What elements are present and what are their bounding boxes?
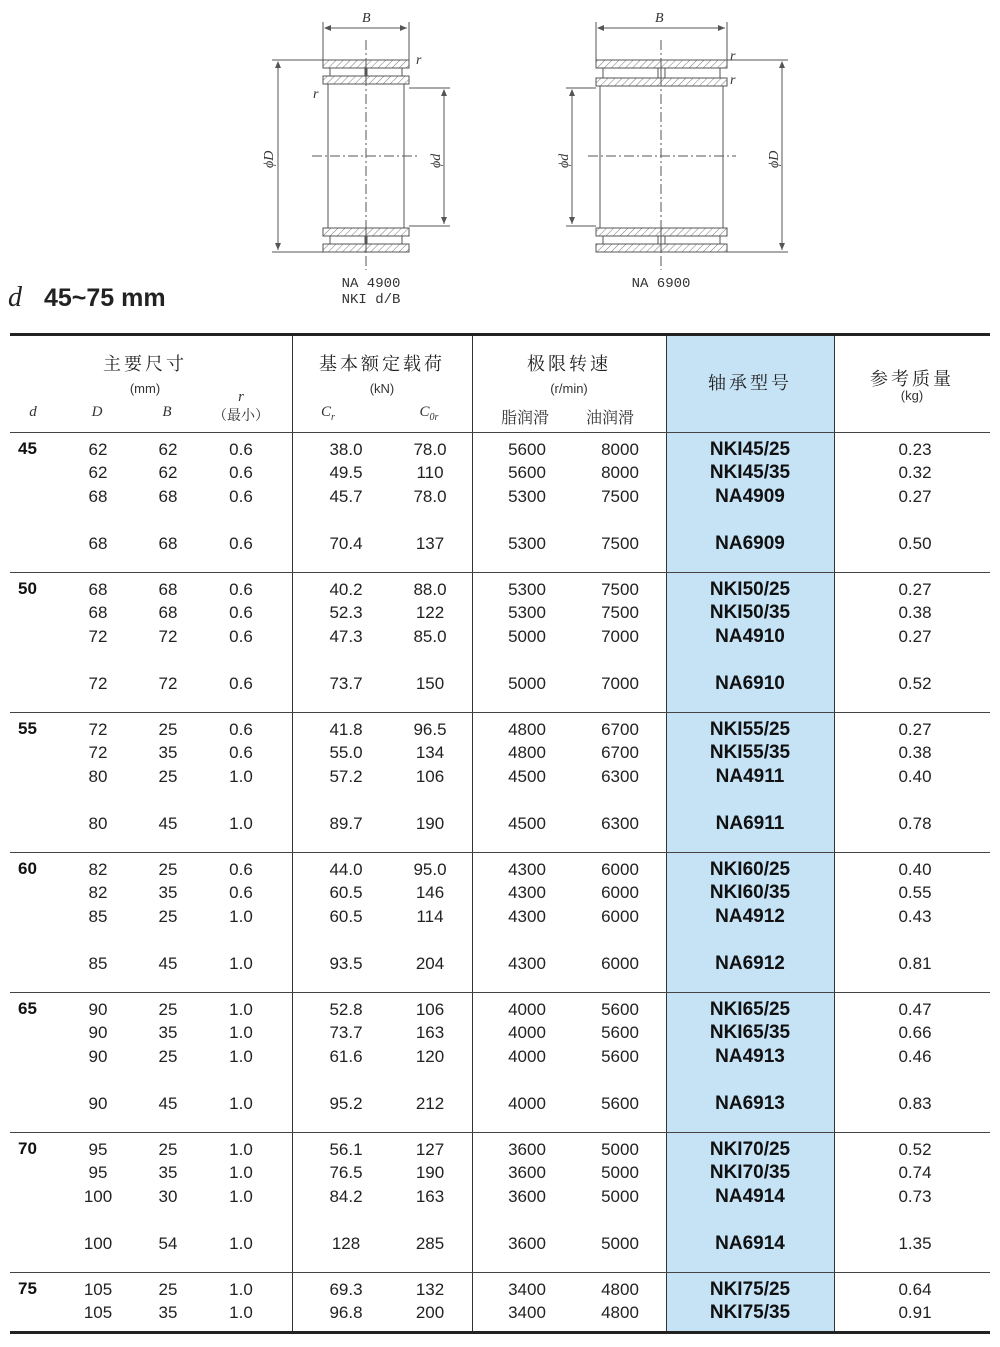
left-b-label: B	[362, 11, 371, 26]
table-cell: 1.0	[229, 814, 253, 833]
table-cell: 45.7	[329, 487, 363, 506]
table-cell: 0.27	[898, 580, 932, 599]
table-cell: 0.38	[898, 603, 932, 622]
table-cell: 3400	[508, 1280, 546, 1299]
table-cell: 5000	[601, 1234, 639, 1253]
table-cell: 89.7	[329, 814, 363, 833]
table-cell: 4000	[508, 1023, 546, 1042]
table-cell: 0.43	[898, 907, 932, 926]
header-col-b: B	[162, 404, 172, 420]
table-cell: 25	[158, 1000, 178, 1019]
table-cell: 105	[83, 1303, 113, 1322]
table-cell: 25	[158, 1140, 178, 1159]
table-cell: 1.0	[229, 1234, 253, 1253]
table-cell: 5600	[601, 1094, 639, 1113]
table-cell: 0.40	[898, 767, 932, 786]
table-cell: 5000	[508, 674, 546, 693]
table-cell: 1.0	[229, 1000, 253, 1019]
bearing-designation-cell: NA4914	[715, 1186, 785, 1207]
table-cell: 3600	[508, 1140, 546, 1159]
table-cell: 0.91	[898, 1303, 932, 1322]
table-cell: 5300	[508, 487, 546, 506]
table-cell: 25	[158, 1280, 178, 1299]
table-cell: 7500	[601, 487, 639, 506]
table-cell: 0.6	[229, 534, 253, 553]
table-cell: 62	[88, 440, 108, 459]
table-cell: 76.5	[329, 1163, 363, 1182]
table-cell: 25	[158, 720, 178, 739]
table-cell: 1.0	[229, 1023, 253, 1042]
table-cell: 62	[158, 440, 178, 459]
table-cell: 1.0	[229, 1303, 253, 1322]
group-separator	[10, 1272, 990, 1273]
bearing-designation-cell: NA6911	[715, 813, 785, 834]
table-cell: 95.2	[329, 1094, 363, 1113]
right-outer-dia-label: ϕD	[767, 150, 782, 168]
cr-subscript: r	[331, 412, 335, 423]
table-cell: 4800	[601, 1280, 639, 1299]
table-cell: 60.5	[329, 907, 363, 926]
table-cell: 0.27	[898, 720, 932, 739]
table-cell: 5600	[508, 463, 546, 482]
table-cell: 212	[415, 1094, 445, 1113]
table-cell: 100	[83, 1234, 113, 1253]
table-cell: 45	[158, 814, 178, 833]
bearing-designation-cell: NKI65/25	[709, 999, 791, 1020]
table-cell: 85.0	[413, 627, 447, 646]
table-cell: 80	[88, 814, 108, 833]
table-cell: 25	[158, 767, 178, 786]
table-cell: 25	[158, 907, 178, 926]
table-cell: 49.5	[329, 463, 363, 482]
table-cell: 0.6	[229, 720, 253, 739]
header-col-cr	[316, 404, 340, 423]
table-cell: 0.32	[898, 463, 932, 482]
bore-diameter-cell: 45	[18, 439, 37, 458]
table-cell: 5000	[601, 1140, 639, 1159]
table-cell: 0.66	[898, 1023, 932, 1042]
right-r-label-top: r	[730, 49, 736, 64]
column-divider	[472, 336, 473, 1331]
header-col-grease: 脂润滑	[500, 410, 549, 427]
table-cell: 5000	[601, 1163, 639, 1182]
table-cell: 128	[331, 1234, 361, 1253]
table-cell: 0.78	[898, 814, 932, 833]
table-cell: 5300	[508, 534, 546, 553]
bearing-designation-cell: NA6914	[715, 1233, 785, 1254]
bearing-designation-cell: NA6910	[715, 673, 785, 694]
header-reference-mass: 参考质量	[870, 369, 954, 389]
group-separator	[10, 852, 990, 853]
table-cell: 62	[88, 463, 108, 482]
right-r-label-side: r	[730, 73, 736, 88]
table-cell: 3600	[508, 1234, 546, 1253]
table-cell: 0.38	[898, 743, 932, 762]
header-col-c0r	[414, 404, 444, 423]
table-cell: 78.0	[413, 487, 447, 506]
table-cell: 0.6	[229, 603, 253, 622]
table-cell: 4500	[508, 814, 546, 833]
cr-symbol: C	[321, 404, 332, 420]
table-cell: 41.8	[329, 720, 363, 739]
table-cell: 52.8	[329, 1000, 363, 1019]
table-cell: 0.83	[898, 1094, 932, 1113]
table-cell: 80	[88, 767, 108, 786]
table-cell: 4000	[508, 1000, 546, 1019]
table-cell: 4300	[508, 907, 546, 926]
header-rule	[10, 432, 990, 433]
table-cell: 85	[88, 907, 108, 926]
right-b-label: B	[655, 11, 664, 26]
bearing-designation-cell: NKI65/35	[709, 1022, 791, 1043]
table-cell: 0.50	[898, 534, 932, 553]
bearing-designation-cell: NKI45/35	[709, 462, 791, 483]
table-cell: 0.52	[898, 674, 932, 693]
table-cell: 6000	[601, 883, 639, 902]
table-cell: 110	[416, 463, 444, 482]
table-cell: 95.0	[413, 860, 447, 879]
table-cell: 35	[158, 1163, 178, 1182]
table-cell: 25	[158, 1047, 178, 1066]
bearing-designation-cell: NA6909	[715, 533, 785, 554]
bore-range-title	[8, 282, 166, 314]
table-cell: 56.1	[329, 1140, 363, 1159]
table-cell: 55.0	[329, 743, 363, 762]
table-cell: 4000	[508, 1047, 546, 1066]
table-cell: 72	[158, 627, 178, 646]
table-cell: 4300	[508, 954, 546, 973]
table-cell: 35	[158, 1303, 178, 1322]
bearing-designation-cell: NA4910	[715, 626, 785, 647]
table-cell: 0.23	[898, 440, 932, 459]
table-cell: 0.40	[898, 860, 932, 879]
table-cell: 0.6	[229, 743, 253, 762]
table-cell: 0.6	[229, 860, 253, 879]
table-cell: 93.5	[329, 954, 363, 973]
left-drawing-caption	[316, 276, 426, 308]
table-cell: 5000	[508, 627, 546, 646]
header-mass-unit: (kg)	[900, 388, 924, 403]
table-cell: 0.74	[898, 1163, 932, 1182]
table-cell: 0.6	[229, 580, 253, 599]
table-cell: 68	[88, 487, 108, 506]
table-cell: 68	[158, 487, 178, 506]
bearing-designation-cell: NA4909	[715, 486, 785, 507]
bearing-designation-cell: NKI60/35	[709, 882, 791, 903]
table-cell: 0.27	[898, 487, 932, 506]
right-bore-dia-label: ϕd	[557, 153, 572, 168]
bearing-designation-cell: NKI75/35	[709, 1302, 791, 1323]
left-r-label-top: r	[416, 53, 422, 68]
table-cell: 57.2	[329, 767, 363, 786]
left-bore-dia-label: ϕd	[429, 153, 444, 168]
table-cell: 60.5	[329, 883, 363, 902]
bearing-designation-cell: NKI45/25	[709, 439, 791, 460]
table-cell: 72	[158, 674, 178, 693]
table-cell: 6300	[601, 814, 639, 833]
table-cell: 90	[88, 1047, 108, 1066]
group-separator	[10, 572, 990, 573]
bearing-designation-cell: NKI60/25	[709, 859, 791, 880]
table-cell: 68	[158, 580, 178, 599]
bore-diameter-cell: 65	[18, 999, 37, 1018]
c0r-subscript: 0r	[429, 412, 439, 423]
caption-line: NKI d/B	[341, 292, 401, 308]
table-cell: 7500	[601, 603, 639, 622]
bearing-designation-cell: NKI55/35	[709, 742, 791, 763]
table-cell: 68	[88, 534, 108, 553]
table-cell: 204	[415, 954, 445, 973]
table-cell: 5000	[601, 1187, 639, 1206]
table-cell: 35	[158, 743, 178, 762]
table-cell: 114	[416, 907, 444, 926]
table-cell: 84.2	[329, 1187, 363, 1206]
table-cell: 95	[88, 1163, 108, 1182]
table-cell: 95	[88, 1140, 108, 1159]
group-separator	[10, 992, 990, 993]
bearing-designation-cell: NA4913	[715, 1046, 785, 1067]
table-cell: 134	[415, 743, 445, 762]
table-cell: 105	[83, 1280, 113, 1299]
table-cell: 5600	[508, 440, 546, 459]
table-cell: 127	[415, 1140, 445, 1159]
table-cell: 68	[88, 603, 108, 622]
table-cell: 7500	[601, 534, 639, 553]
bore-diameter-cell: 75	[18, 1279, 37, 1298]
table-cell: 30	[158, 1187, 178, 1206]
table-cell: 68	[158, 603, 178, 622]
table-cell: 61.6	[329, 1047, 363, 1066]
bearing-designation-cell: NKI70/35	[709, 1162, 791, 1183]
table-cell: 200	[415, 1303, 445, 1322]
table-cell: 4800	[601, 1303, 639, 1322]
table-cell: 5600	[601, 1023, 639, 1042]
table-cell: 1.0	[229, 767, 253, 786]
table-cell: 132	[415, 1280, 445, 1299]
table-cell: 5600	[601, 1000, 639, 1019]
table-cell: 0.64	[898, 1280, 932, 1299]
table-cell: 0.47	[898, 1000, 932, 1019]
table-cell: 96.8	[329, 1303, 363, 1322]
table-cell: 6000	[601, 860, 639, 879]
table-cell: 0.6	[229, 487, 253, 506]
table-cell: 78.0	[413, 440, 447, 459]
table-cell: 4800	[508, 720, 546, 739]
header-speed-unit: (r/min)	[550, 381, 588, 396]
table-cell: 0.27	[898, 627, 932, 646]
table-cell: 72	[88, 743, 108, 762]
table-cell: 190	[415, 814, 445, 833]
table-cell: 0.55	[898, 883, 932, 902]
table-cell: 1.0	[229, 1280, 253, 1299]
table-cell: 90	[88, 1023, 108, 1042]
left-r-label-side: r	[313, 87, 319, 102]
table-cell: 5300	[508, 580, 546, 599]
table-cell: 62	[158, 463, 178, 482]
table-cell: 285	[415, 1234, 445, 1253]
table-cell: 45	[158, 954, 178, 973]
bearing-designation-cell: NKI50/25	[709, 579, 791, 600]
table-cell: 4800	[508, 743, 546, 762]
table-cell: 0.6	[229, 674, 253, 693]
table-cell: 5300	[508, 603, 546, 622]
column-divider	[834, 336, 835, 1331]
table-cell: 6000	[601, 907, 639, 926]
table-cell: 90	[88, 1094, 108, 1113]
table-cell: 4300	[508, 883, 546, 902]
table-cell: 3600	[508, 1163, 546, 1182]
right-drawing-caption	[606, 276, 716, 292]
table-cell: 72	[88, 720, 108, 739]
table-cell: 1.0	[229, 1094, 253, 1113]
header-main-dimensions: 主要尺寸	[103, 354, 187, 374]
table-cell: 40.2	[329, 580, 363, 599]
table-cell: 3400	[508, 1303, 546, 1322]
bearing-designation-cell: NKI55/25	[709, 719, 791, 740]
table-cell: 5600	[601, 1047, 639, 1066]
table-cell: 70.4	[329, 534, 363, 553]
table-cell: 52.3	[329, 603, 363, 622]
table-cell: 137	[415, 534, 445, 553]
table-cell: 8000	[601, 440, 639, 459]
bearing-designation-cell: NKI50/35	[709, 602, 791, 623]
table-cell: 82	[88, 883, 108, 902]
table-cell: 73.7	[329, 674, 363, 693]
table-cell: 1.35	[898, 1234, 932, 1253]
bore-diameter-cell: 70	[18, 1139, 37, 1158]
caption-line: NA 6900	[631, 276, 691, 292]
table-cell: 4500	[508, 767, 546, 786]
group-separator	[10, 712, 990, 713]
table-cell: 69.3	[329, 1280, 363, 1299]
header-col-oil: 油润滑	[585, 410, 634, 427]
table-cell: 7500	[601, 580, 639, 599]
header-dims-unit: (mm)	[129, 381, 161, 396]
table-cell: 4000	[508, 1094, 546, 1113]
table-cell: 38.0	[329, 440, 363, 459]
header-col-outer-d: D	[91, 404, 103, 420]
bearing-designation-cell: NA4911	[715, 766, 785, 787]
left-outer-dia-label: ϕD	[262, 150, 277, 168]
table-cell: 45	[158, 1094, 178, 1113]
header-bearing-designation: 轴承型号	[708, 373, 792, 393]
bore-diameter-cell: 55	[18, 719, 37, 738]
table-cell: 54	[158, 1234, 178, 1253]
table-cell: 88.0	[413, 580, 447, 599]
table-cell: 0.73	[898, 1187, 932, 1206]
bearing-designation-cell: NKI75/25	[709, 1279, 791, 1300]
header-limiting-speed: 极限转速	[527, 354, 611, 374]
table-cell: 72	[88, 674, 108, 693]
table-cell: 47.3	[329, 627, 363, 646]
table-cell: 96.5	[413, 720, 447, 739]
table-cell: 190	[415, 1163, 445, 1182]
table-cell: 68	[88, 580, 108, 599]
table-cell: 0.6	[229, 883, 253, 902]
table-cell: 6000	[601, 954, 639, 973]
bearing-drawings	[0, 0, 1000, 330]
bore-diameter-cell: 60	[18, 859, 37, 878]
table-cell: 0.46	[898, 1047, 932, 1066]
table-cell: 0.6	[229, 463, 253, 482]
table-cell: 1.0	[229, 1187, 253, 1206]
caption-line: NA 4900	[341, 276, 401, 292]
table-cell: 146	[415, 883, 445, 902]
table-cell: 8000	[601, 463, 639, 482]
table-bottom-rule	[10, 1331, 990, 1334]
table-cell: 106	[415, 767, 445, 786]
table-cell: 106	[415, 1000, 445, 1019]
table-cell: 1.0	[229, 1047, 253, 1066]
table-cell: 72	[88, 627, 108, 646]
table-cell: 73.7	[329, 1023, 363, 1042]
table-cell: 100	[83, 1187, 113, 1206]
table-cell: 6700	[601, 720, 639, 739]
table-cell: 0.6	[229, 440, 253, 459]
bearing-designation-cell: NA4912	[715, 906, 785, 927]
group-separator	[10, 1132, 990, 1133]
table-cell: 1.0	[229, 907, 253, 926]
table-cell: 150	[415, 674, 445, 693]
table-cell: 7000	[601, 674, 639, 693]
bore-symbol: d	[8, 282, 22, 313]
header-basic-load-rating: 基本额定载荷	[319, 354, 445, 374]
table-cell: 1.0	[229, 954, 253, 973]
table-cell: 6300	[601, 767, 639, 786]
table-cell: 0.81	[898, 954, 932, 973]
drawing-na4900	[272, 22, 450, 270]
table-cell: 163	[415, 1187, 445, 1206]
table-cell: 44.0	[329, 860, 363, 879]
table-cell: 82	[88, 860, 108, 879]
table-cell: 7000	[601, 627, 639, 646]
table-cell: 3600	[508, 1187, 546, 1206]
bearing-designation-cell: NKI70/25	[709, 1139, 791, 1160]
header-col-r: r	[238, 389, 244, 405]
bearing-designation-cell: NA6912	[715, 953, 785, 974]
table-cell: 68	[158, 534, 178, 553]
header-load-unit: (kN)	[369, 381, 395, 396]
table-cell: 6700	[601, 743, 639, 762]
table-cell: 122	[415, 603, 445, 622]
table-cell: 120	[415, 1047, 445, 1066]
bore-range: 45~75 mm	[44, 284, 166, 312]
table-cell: 35	[158, 883, 178, 902]
table-cell: 4300	[508, 860, 546, 879]
c0r-symbol: C	[419, 404, 430, 420]
bearing-designation-cell: NA6913	[715, 1093, 785, 1114]
drawing-na6900	[566, 22, 788, 270]
table-cell: 85	[88, 954, 108, 973]
header-r-min-note: （最小）	[213, 407, 269, 423]
table-cell: 1.0	[229, 1163, 253, 1182]
table-cell: 163	[415, 1023, 445, 1042]
column-divider	[292, 336, 293, 1331]
table-cell: 35	[158, 1023, 178, 1042]
table-cell: 0.6	[229, 627, 253, 646]
bore-diameter-cell: 50	[18, 579, 37, 598]
table-cell: 25	[158, 860, 178, 879]
table-cell: 0.52	[898, 1140, 932, 1159]
table-top-rule	[10, 333, 990, 336]
header-col-d: d	[29, 404, 37, 420]
table-cell: 90	[88, 1000, 108, 1019]
table-cell: 1.0	[229, 1140, 253, 1159]
